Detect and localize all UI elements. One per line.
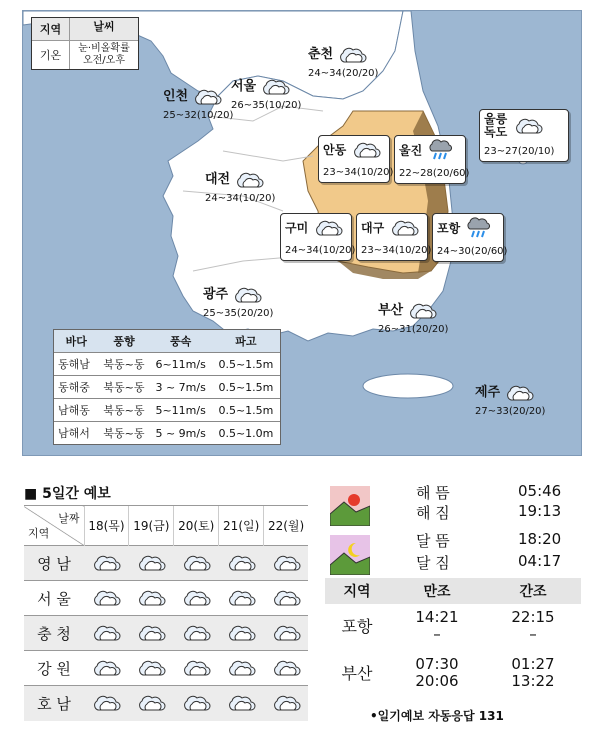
tide-time: – — [433, 625, 441, 643]
city-seoul — [231, 75, 301, 111]
forecast-corner — [24, 506, 84, 546]
sunrise-label: 해 뜸 — [416, 484, 450, 502]
city-prob: (20/20) — [411, 323, 449, 335]
forecast-region: 호 남 — [24, 686, 84, 721]
tide-time: – — [529, 625, 537, 643]
city-chuncheon — [308, 43, 378, 79]
cloudy-icon — [407, 303, 437, 317]
forecast-region: 강 원 — [24, 651, 84, 686]
city-prob: (20/20) — [341, 67, 379, 79]
cloudy-icon — [232, 287, 262, 301]
cloudy-icon — [219, 686, 264, 721]
forecast-region: 영 남 — [24, 546, 84, 581]
city-name-2: 독도 — [484, 125, 508, 139]
tide-time: 14:21 — [415, 608, 459, 626]
cloudy-icon — [219, 581, 264, 616]
city-prob: (10/20) — [356, 166, 394, 178]
five-day-forecast-table — [24, 505, 308, 721]
cloudy-icon — [264, 581, 308, 616]
cloudy-icon — [264, 686, 308, 721]
tide-table — [325, 578, 581, 698]
cloudy-icon — [389, 217, 419, 236]
city-prob: (20/60) — [470, 246, 508, 257]
city-temp: 22~28 — [399, 168, 433, 179]
city-name: 포항 — [437, 221, 461, 236]
sea-cell: 북동~동 — [98, 399, 149, 422]
cloudy-icon — [174, 616, 219, 651]
table-row — [24, 581, 308, 616]
city-busan — [378, 299, 448, 335]
sea-cell: 남해서 — [54, 422, 98, 445]
sea-cell: 동해중 — [54, 376, 98, 399]
city-prob: (10/20) — [318, 244, 356, 256]
table-row — [24, 686, 308, 721]
cloudy-icon — [264, 651, 308, 686]
forecast-region: 서 울 — [24, 581, 84, 616]
map-legend — [31, 17, 139, 70]
cloudy-icon — [264, 616, 308, 651]
cloudy-icon — [219, 651, 264, 686]
tide-header: 만조 — [389, 578, 485, 604]
forecast-day: 20(토) — [174, 506, 219, 546]
city-incheon — [163, 85, 233, 121]
city-temp: 27~33 — [475, 405, 509, 417]
sea-cell: 5~11m/s — [149, 399, 211, 422]
city-gwangju — [203, 283, 273, 319]
cloudy-icon — [260, 79, 290, 93]
city-temp: 25~35 — [203, 307, 237, 319]
table-row — [24, 651, 308, 686]
city-prob: (20/20) — [236, 307, 274, 319]
table-row — [24, 616, 308, 651]
city-temp: 23~34 — [323, 166, 357, 178]
cloudy-icon — [84, 686, 129, 721]
moonrise-icon — [330, 535, 370, 575]
city-name: 춘천 — [308, 47, 334, 62]
cloudy-icon — [351, 139, 381, 158]
rain-icon — [427, 140, 453, 159]
cloudy-icon — [129, 651, 174, 686]
legend-temperature: 기온 — [32, 41, 70, 69]
city-ulleung — [479, 109, 569, 162]
cloudy-icon — [313, 217, 343, 236]
footer-note: •일기예보 자동응답 131 — [370, 709, 504, 723]
tide-region: 포항 — [341, 616, 373, 636]
city-andong — [318, 135, 394, 183]
corner-date-label: 날짜 — [58, 512, 80, 525]
cloudy-icon — [129, 686, 174, 721]
table-row — [54, 399, 280, 422]
city-temp: 26~31 — [378, 323, 412, 335]
cloudy-icon — [174, 546, 219, 581]
city-name: 서울 — [231, 79, 257, 94]
table-row — [325, 604, 581, 648]
sea-cell: 동해남 — [54, 353, 98, 376]
city-name: 울릉 — [484, 112, 508, 126]
cloudy-icon — [337, 47, 367, 61]
cloudy-icon — [84, 651, 129, 686]
city-temp: 25~32 — [163, 109, 197, 121]
tide-high — [389, 648, 485, 698]
city-name: 울진 — [399, 143, 423, 158]
city-temp: 24~34 — [285, 244, 319, 256]
cloudy-icon — [174, 581, 219, 616]
tide-header: 지역 — [325, 578, 389, 604]
forecast-title: ■ 5일간 예보 — [24, 486, 111, 502]
legend-rain-prob: 눈·비올확률 — [78, 43, 130, 54]
tide-low — [485, 648, 581, 698]
cloudy-icon — [219, 546, 264, 581]
sea-cell: 6~11m/s — [149, 353, 211, 376]
city-daejeon — [205, 168, 275, 204]
city-name: 구미 — [285, 221, 309, 235]
sea-conditions-table — [53, 329, 281, 445]
moonset-time: 04:17 — [518, 552, 562, 570]
city-pohang — [432, 213, 508, 262]
city-prob: (10/20) — [238, 192, 276, 204]
city-gumi — [280, 213, 356, 261]
city-temp: 24~34 — [308, 67, 342, 79]
moonrise-label: 달 뜸 — [416, 532, 450, 550]
sea-cell: 5 ~ 9m/s — [149, 422, 211, 445]
city-prob: (10/20) — [264, 99, 302, 111]
cloudy-icon — [84, 546, 129, 581]
sunset-time: 19:13 — [518, 502, 562, 520]
city-jeju — [475, 381, 545, 417]
sea-cell: 남해동 — [54, 399, 98, 422]
city-name: 안동 — [323, 143, 347, 157]
table-row — [24, 546, 308, 581]
cloudy-icon — [84, 581, 129, 616]
sunrise-icon — [330, 486, 370, 526]
sea-header: 파고 — [212, 330, 280, 353]
city-name: 대구 — [361, 221, 385, 235]
city-temp: 24~30 — [437, 246, 471, 257]
cloudy-icon — [129, 546, 174, 581]
city-prob: (20/20) — [508, 405, 546, 417]
city-name: 광주 — [203, 287, 229, 302]
city-daegu — [356, 213, 432, 261]
sea-cell: 북동~동 — [98, 353, 149, 376]
cloudy-icon — [129, 616, 174, 651]
city-name: 대전 — [205, 172, 231, 187]
corner-region-label: 지역 — [28, 527, 50, 540]
tide-high — [389, 604, 485, 648]
moonrise-time: 18:20 — [518, 530, 562, 548]
city-name: 인천 — [163, 89, 189, 104]
legend-region: 지역 — [32, 18, 70, 40]
forecast-region: 충 청 — [24, 616, 84, 651]
cloudy-icon — [513, 116, 543, 137]
city-prob: (10/20) — [196, 109, 234, 121]
sea-cell: 0.5~1.0m — [212, 422, 280, 445]
city-prob: (20/10) — [517, 146, 555, 157]
city-temp: 23~27 — [484, 146, 518, 157]
cloudy-icon — [504, 385, 534, 399]
sea-cell: 북동~동 — [98, 422, 149, 445]
rain-icon — [465, 218, 491, 237]
tide-header: 간조 — [485, 578, 581, 604]
sea-cell: 3 ~ 7m/s — [149, 376, 211, 399]
city-prob: (20/60) — [432, 168, 470, 179]
forecast-day: 22(월) — [264, 506, 308, 546]
sea-header: 바다 — [54, 330, 98, 353]
city-temp: 26~35 — [231, 99, 265, 111]
cloudy-icon — [219, 616, 264, 651]
city-prob: (10/20) — [394, 244, 432, 256]
city-name: 부산 — [378, 303, 404, 318]
sea-cell: 0.5~1.5m — [212, 353, 280, 376]
tide-time: 20:06 — [415, 672, 459, 690]
sea-header: 풍향 — [98, 330, 149, 353]
table-row — [54, 353, 280, 376]
sunset-label: 해 짐 — [416, 504, 450, 522]
cloudy-icon — [84, 616, 129, 651]
table-row — [54, 376, 280, 399]
sea-cell: 0.5~1.5m — [212, 399, 280, 422]
table-row — [325, 648, 581, 698]
sea-cell: 북동~동 — [98, 376, 149, 399]
cloudy-icon — [192, 89, 222, 103]
city-uljin — [394, 135, 470, 184]
moonset-label: 달 짐 — [416, 554, 450, 572]
tide-low — [485, 604, 581, 648]
city-temp: 24~34 — [205, 192, 239, 204]
cloudy-icon — [234, 172, 264, 186]
sea-header: 풍속 — [149, 330, 211, 353]
city-name: 제주 — [475, 385, 501, 400]
tide-time: 13:22 — [511, 672, 555, 690]
table-row — [54, 422, 280, 445]
cloudy-icon — [129, 581, 174, 616]
sunrise-time: 05:46 — [518, 482, 562, 500]
forecast-day: 19(금) — [129, 506, 174, 546]
tide-time: 07:30 — [415, 655, 459, 673]
forecast-day: 18(목) — [84, 506, 129, 546]
city-temp: 23~34 — [361, 244, 395, 256]
cloudy-icon — [174, 651, 219, 686]
cloudy-icon — [174, 686, 219, 721]
tide-time: 01:27 — [511, 655, 555, 673]
cloudy-icon — [264, 546, 308, 581]
tide-region: 부산 — [341, 663, 373, 683]
tide-time: 22:15 — [511, 608, 555, 626]
sea-cell: 0.5~1.5m — [212, 376, 280, 399]
legend-weather: 날씨 — [93, 20, 115, 33]
forecast-day: 21(일) — [219, 506, 264, 546]
weather-map — [22, 10, 582, 456]
legend-am-pm: 오전/오후 — [82, 55, 125, 66]
